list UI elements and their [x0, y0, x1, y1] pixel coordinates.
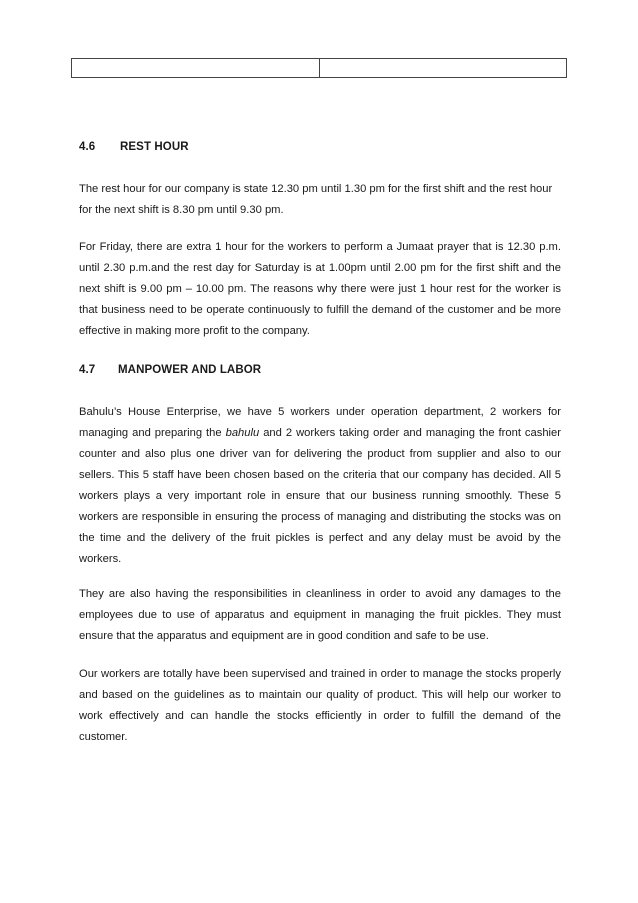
paragraph-cleanliness: They are also having the responsibilities in cleanliness in order to avoid any damages to the employees due to use of apparatus and equipment in managing the fruit pickles. They must ensure that the apparatus and equipment are in good condition and safe to be use.	[79, 588, 561, 642]
table-cell	[72, 59, 320, 77]
paragraph-italic-term: bahulu	[225, 427, 260, 439]
paragraph-rest-hour-shifts: The rest hour for our company is state 12.30 pm until 1.30 pm for the first shift and the rest hour for the next shift is 8.30 pm until 9.30 pm.	[79, 183, 553, 216]
section-number: 4.7	[79, 364, 96, 376]
paragraph-workers-overview	[79, 402, 561, 570]
section-title: REST HOUR	[120, 141, 189, 153]
table-row	[71, 58, 567, 78]
paragraph-friday-rest: For Friday, there are extra 1 hour for the workers to perform a Jumaat prayer that is 12.30 p.m. until 2.30 p.m.and the rest day for Saturday is at 1.00pm until 2.00 pm for the first shift and the next shift is 9.00 pm – 10.00 pm. The reasons why there were just 1 hour rest for the worker is that business need to be operate continuously to fulfill the demand of the customer and be more effective in making more profit to the company.	[79, 241, 561, 337]
paragraph-text: Bahulu’s House Enterprise, we have 5 workers under operation department, 2 workers for managing and preparing the	[79, 406, 561, 439]
section-title: MANPOWER AND LABOR	[118, 364, 262, 376]
table-cell	[320, 59, 566, 77]
section-heading-manpower	[79, 364, 262, 376]
paragraph-text: and 2 workers taking order and managing the front cashier counter and also plus one driver van for delivering the product from supplier and also to our sellers. This 5 staff have been chosen based on the criteria that our company has decided. All 5 workers plays a very important role in ensure that our business running smoothly. These 5 workers are responsible in ensuring the process of managing and distributing the stocks was on the time and the delivery of the fruit pickles is perfect and any delay must be avoid by the workers.	[79, 427, 561, 565]
section-heading-rest-hour	[79, 141, 189, 153]
paragraph-supervision: Our workers are totally have been supervised and trained in order to manage the stocks properly and based on the guidelines as to maintain our quality of product. This will help our worker to work effectively and can handle the stocks efficiently in order to fulfill the demand of the customer.	[79, 668, 561, 743]
section-number: 4.6	[79, 141, 96, 153]
